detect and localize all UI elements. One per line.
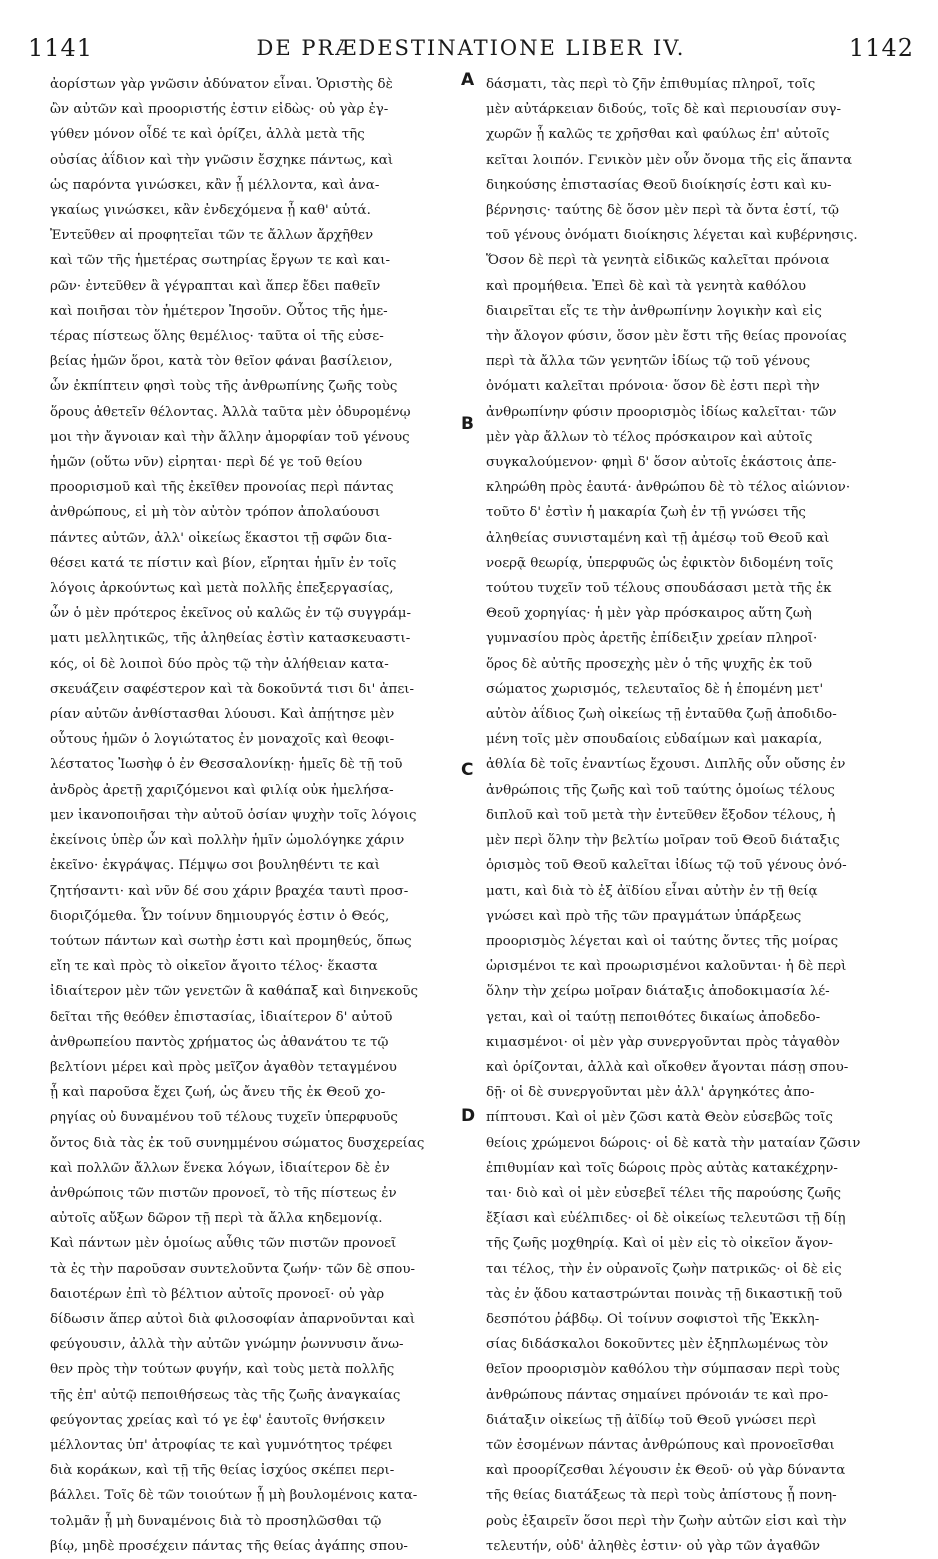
right-column-line: γεται, καὶ οἱ ταύτῃ πεποιθότες δικαίως ἀποδεδο- [486, 1009, 821, 1025]
left-column-line: διὰ κοράκων, καὶ τῇ τῆς θείας ἰσχύος σκέπει περι- [50, 1463, 395, 1479]
left-column-line: τὰ ἐς τὴν παροῦσαν συντελοῦντα ζωήν· τῶν δὲ σπου- [50, 1261, 416, 1277]
left-column-line: τολμᾶν ᾗ μὴ δυναμένοις διὰ τὸ προσηλῶσθαι τῷ [50, 1513, 382, 1529]
left-column-line: τῆς ἐπ' αὐτῷ πεποιθήσεως τὰς τῆς ζωῆς ἀναγκαίας [50, 1387, 401, 1403]
left-column-line: λόγοις ἀρκούντως καὶ μετὰ πολλῆς ἐπεξεργασίας, [50, 581, 394, 597]
left-column-line: μέλλοντας ὑπ' ἀτροφίας τε καὶ γυμνότητος τρέφει [50, 1437, 393, 1453]
right-column-line: ἔξίασι καὶ εὐέλπιδες· οἱ δὲ οἰκείως τελευτῶσι τῇ δίῃ [486, 1211, 846, 1227]
left-column [50, 72, 470, 1554]
left-column-line: ἰδιαίτερον μὲν τῶν γενετῶν ἃ καθάπαξ καὶ διηνεκοῦς [50, 984, 418, 1000]
right-column-line: περὶ τὰ ἄλλα τῶν γενητῶν ἰδίως τῷ τοῦ γένους [486, 354, 811, 370]
right-column-line: τούτου τυχεῖν τοῦ τέλους σπουδάσασι μετὰ τῆς ἐκ [486, 581, 832, 597]
right-column-line: ὅρος δὲ αὐτῆς προσεχὴς μὲν ὁ τῆς ψυχῆς ἐκ τοῦ [486, 656, 813, 672]
left-column-line: βίῳ, μηδὲ προσέχειν πάντας τῆς θείας ἀγάπης σπου- [50, 1538, 408, 1554]
left-column-line: κός, οἱ δὲ λοιποὶ δύο πρὸς τῷ τὴν ἀλήθειαν κατα- [50, 656, 389, 672]
left-column-line: δίδωσιν ἅπερ αὐτοὶ διὰ φιλοσοφίαν ἀπαρνοῦνται καὶ [50, 1311, 416, 1327]
right-column-line: ται τέλος, τὴν ἐν οὐρανοῖς ζωὴν πατρικῶς· οἱ δὲ εἰς [486, 1261, 842, 1277]
left-column-line: μοι τὴν ἄγνοιαν καὶ τὴν ἄλλην ἀμορφίαν τοῦ γένους [50, 429, 410, 445]
right-column-line: καὶ προορίζεσθαι λέγουσιν ἐκ Θεοῦ· οὐ γὰρ δύναντα [486, 1463, 846, 1479]
right-column-line: ἀνθρώπους πάντας σημαίνει πρόνοιάν τε καὶ προ- [486, 1387, 829, 1403]
left-column-line: δαιοτέρων ἐπὶ τὸ βέλτιον αὐτοῖς προνοεῖ· οὐ γὰρ [50, 1286, 385, 1302]
left-column-line: ἀνθρώποις τῶν πιστῶν προνοεῖ, τὸ τῆς πίστεως ἐν [50, 1185, 397, 1201]
right-column-line: καὶ προμήθεια. Ἐπεὶ δὲ καὶ τὰ γενητὰ καθόλου [486, 278, 807, 294]
right-column-line: ὀνόματι καλεῖται πρόνοια· ὅσον δὲ ἐστι περὶ τὴν [486, 379, 820, 395]
left-column-line: Καὶ πάντων μὲν ὁμοίως αὖθις τῶν πιστῶν προνοεῖ [50, 1236, 397, 1252]
page-number-left: 1141 [28, 34, 94, 62]
running-title: DE PRÆDESTINATIONE LIBER IV. [256, 36, 686, 60]
right-column-line: αὐτὸν ἀΐδιος ζωὴ οἰκείως τῇ ἐνταῦθα ζωῇ ἀποδιδο- [486, 707, 837, 723]
left-column-line: λέστατος Ἰωσὴφ ὁ ἐν Θεσσαλονίκῃ· ἡμεῖς δὲ τῇ τοῦ [50, 757, 403, 773]
right-column-line: μὲν αὐτάρκειαν διδούς, τοῖς δὲ καὶ περιουσίαν συγ- [486, 102, 841, 118]
right-column-line: τοῦ γένους ὀνόματι διοίκησις λέγεται καὶ κυβέρνησις. [486, 228, 858, 244]
left-column-line: ἡμῶν (οὕτω νῦν) εἰρηται· περὶ δέ γε τοῦ θείου [50, 455, 363, 471]
right-column-line: ἀνθρώποις τῆς ζωῆς καὶ τοῦ ταύτης ὁμοίως τέλους [486, 782, 835, 798]
left-column-line: προορισμοῦ καὶ τῆς ἐκεῖθεν προνοίας περὶ πάντας [50, 480, 394, 496]
section-marker-c: C [461, 760, 474, 780]
right-column-line: ὅλην τὴν χείρω μοῖραν διάταξις ἀποδοκιμασία λέ- [486, 984, 830, 1000]
left-column-line: καὶ ποιῆσαι τὸν ἡμέτερον Ἰησοῦν. Οὗτος τῆς ἡμε- [50, 303, 388, 319]
left-column-line: ἀνθρώπους, εἰ μὴ τὸν αὐτὸν τρόπον ἀπολαύουσι [50, 505, 381, 521]
right-column-line: τῶν ἐσομένων πάντας ἀνθρώπους καὶ προνοεῖσθαι [486, 1437, 835, 1453]
right-column-line: τὰς ἐν ᾅδου καταστρώνται ποινὰς τῇ δικαστικῇ τοῦ [486, 1286, 843, 1302]
right-column-line: δῇ· οἱ δὲ συνεργοῦνται μὲν ἀλλ' ἀργηκότες ἀπο- [486, 1085, 815, 1101]
right-column-line: δεσπότου ῥάβδῳ. Οἱ τοίνυν σοφιστοὶ τῆς Ἐκκλη- [486, 1311, 820, 1327]
left-column-line: καὶ τῶν τῆς ἡμετέρας σωτηρίας ἔργων τε καὶ και- [50, 253, 391, 269]
left-column-line: ᾗ καὶ παροῦσα ἔχει ζωή, ὡς ἄνευ τῆς ἐκ Θεοῦ χο- [50, 1085, 386, 1101]
right-column-line: ὡρισμένοι τε καὶ προωρισμένοι καλοῦνται· ἡ δὲ περὶ [486, 959, 847, 975]
right-column-line: ἀληθείας συνισταμένη καὶ τῇ ἀμέσῳ τοῦ Θεοῦ καὶ [486, 530, 830, 546]
right-column-line: προορισμὸς λέγεται καὶ οἱ ταύτης ὄντες τῆς μοίρας [486, 933, 839, 949]
right-column-line: χωρῶν ᾗ καλῶς τε χρῆσθαι καὶ φαύλως ἐπ' αὐτοῖς [486, 127, 830, 143]
left-column-line: δεῖται τῆς θεόθεν ἐπιστασίας, ἰδιαίτερον δ' αὐτοῦ [50, 1009, 393, 1025]
left-column-line: γύθεν μόνον οἶδέ τε καὶ ὁρίζει, ἀλλὰ μετὰ τῆς [50, 127, 365, 143]
right-column-line: σώματος χωρισμός, τελευταῖος δὲ ἡ ἑπομένη μετ' [486, 681, 824, 697]
right-column-line: τελευτήν, οὐδ' ἀληθὲς ἐστιν· οὐ γὰρ τῶν ἀγαθῶν [486, 1538, 820, 1554]
right-column-line: μὲν περὶ ὅλην τὴν βελτίω μοῖραν τοῦ Θεοῦ διάταξις [486, 833, 840, 849]
left-column-line: Ἐντεῦθεν αἱ προφητεῖαι τῶν τε ἄλλων ἄρχῆθεν [50, 228, 374, 244]
left-column-line: ὧν ὁ μὲν πρότερος ἐκεῖνος οὐ καλῶς ἐν τῷ συγγράμ- [50, 606, 412, 622]
left-column-line: τούτων πάντων καὶ σωτὴρ ἐστι καὶ προμηθεύς, ὅπως [50, 933, 412, 949]
right-column-line: Θεοῦ χορηγίας· ἡ μὲν γὰρ πρόσκαιρος αὕτη ζωὴ [486, 606, 812, 622]
left-column-line: ὧν ἐκπίπτειν φησὶ τοὺς τῆς ἀνθρωπίνης ζωῆς τοὺς [50, 379, 398, 395]
left-column-line: ἀνδρὸς ἀρετῇ χαριζόμενοι καὶ φιλίᾳ οὐκ ἠμελήσα- [50, 782, 394, 798]
left-column-line: εἴη τε καὶ πρὸς τὸ οἰκεῖον ἄγοιτο τέλος· ἕκαστα [50, 959, 378, 975]
left-column-line: ὄντος διὰ τὰς ἐκ τοῦ συνημμένου σώματος δυσχερείας [50, 1135, 425, 1151]
right-column-line: μένη τοῖς μὲν σπουδαίοις εὐδαίμων καὶ μακαρία, [486, 732, 823, 748]
right-column-line: βέρνησις· ταύτης δὲ ὅσον μὲν περὶ τὰ ὄντα ἐστί, τῷ [486, 203, 839, 219]
right-column-line: κληρώθη πρὸς ἑαυτά· ἀνθρώπου δὲ τὸ τέλος αἰώνιον· [486, 480, 851, 496]
left-column-line: βείας ἡμῶν ὅροι, κατὰ τὸν θεῖον φάναι βασίλειον, [50, 354, 393, 370]
right-column-line: θεῖον προορισμὸν καθόλου τὴν σύμπασαν περὶ τοὺς [486, 1362, 840, 1378]
left-column-line: θεν πρὸς τὴν τούτων φυγήν, καὶ τοὺς μετὰ πολλῆς [50, 1362, 395, 1378]
left-column-line: γκαίως γινώσκει, κἂν ἐνδεχόμενα ᾖ καθ' αὑτά. [50, 203, 371, 219]
right-column-line: ὁρισμὸς τοῦ Θεοῦ καλεῖται ἰδίως τῷ τοῦ γένους ὀνό- [486, 858, 847, 874]
left-column-line: φεύγοντας χρείας καὶ τό γε ἐφ' ἑαυτοῖς θνήσκειν [50, 1412, 386, 1428]
right-column-line: σίας διδάσκαλοι δοκοῦντες μὲν ἐξηπλωμένως τὸν [486, 1337, 829, 1353]
left-column-line: ἀνθρωπείου παντὸς χρήματος ὡς ἀθανάτου τε τῷ [50, 1034, 389, 1050]
right-column-line: διαιρεῖται εἴς τε τὴν ἀνθρωπίνην λογικὴν καὶ εἰς [486, 303, 822, 319]
right-column-line: συγκαλούμενον· φημὶ δ' ὅσον αὐτοῖς ἑκάστοις ἀπε- [486, 455, 837, 471]
left-column-line: ρηγίας οὐ δυναμένου τοῦ τέλους τυχεῖν ὑπερφυοῦς [50, 1110, 398, 1126]
right-column-line: διπλοῦ καὶ τοῦ μετὰ τὴν ἐντεῦθεν ἔξοδον τέλους, ἡ [486, 807, 836, 823]
left-column-line: διοριζόμεθα. Ὧν τοίνυν δημιουργός ἐστιν ὁ Θεός, [50, 908, 390, 924]
section-marker-d: D [461, 1106, 476, 1126]
right-column-line: δάσματι, τὰς περὶ τὸ ζῆν ἐπιθυμίας πληροῖ, τοῖς [486, 77, 816, 92]
right-column-line: διηκούσης ἐπιστασίας Θεοῦ διοίκησίς ἐστι καὶ κυ- [486, 177, 832, 193]
right-column-line: ροὺς ἐξαιρεῖν ὅσοι περὶ τὴν ζωὴν αὐτῶν εἰσι καὶ τὴν [486, 1513, 847, 1529]
section-marker-b: B [461, 414, 474, 434]
left-column-line: ὡς παρόντα γινώσκει, κἂν ᾖ μέλλοντα, καὶ ἀνα- [50, 177, 380, 193]
left-column-line: ὢν αὐτῶν καὶ προοριστής ἐστιν εἰδὼς· οὐ γὰρ ἐγ- [50, 102, 389, 118]
left-column-line: αὐτοῖς αὔξων δῶρον τῇ περὶ τὰ ἄλλα κηδεμονίᾳ. [50, 1211, 383, 1227]
right-column-line: νοερᾷ θεωρίᾳ, ὑπερφυῶς ὡς ἐφικτὸν διδομένη τοῖς [486, 555, 834, 571]
right-column-line: ται· διὸ καὶ οἱ μὲν εὐσεβεῖ τέλει τῆς παρούσης ζωῆς [486, 1185, 841, 1201]
right-column-line: πίπτουσι. Καὶ οἱ μὲν ζῶσι κατὰ Θεὸν εὐσεβῶς τοῖς [486, 1110, 833, 1126]
section-marker-a: A [461, 70, 475, 90]
right-column-line: διάταξιν οἰκείως τῇ ἀϊδίῳ τοῦ Θεοῦ γνώσει περὶ [486, 1412, 817, 1428]
left-column-line: μεν ἱκανοποιῆσαι τὴν αὐτοῦ ὁσίαν ψυχὴν τοῖς λόγοις [50, 807, 417, 823]
left-column-line: ρίαν αὐτῶν ἀνθίστασθαι λύουσι. Καὶ ἀπῄτησε μὲν [50, 707, 395, 723]
right-column-line: τῆς θείας διατάξεως τὰ περὶ τοὺς ἀπίστους ᾗ πονη- [486, 1488, 837, 1504]
left-column-line: ἐκείνοις ὑπὲρ ὧν καὶ πολλὴν ἡμῖν ὡμολόγηκε χάριν [50, 833, 405, 849]
left-column-line: βάλλει. Τοῖς δὲ τῶν τοιούτων ᾗ μὴ βουλομένοις κατα- [50, 1488, 418, 1504]
left-column-line: θέσει κατά τε πίστιν καὶ βίον, εἴρηται ἡμῖν ἐν τοῖς [50, 555, 397, 571]
right-column-line: ματι, καὶ διὰ τὸ ἐξ ἀϊδίου εἶναι αὐτὴν ἐν τῇ θείᾳ [486, 883, 818, 899]
page-header [28, 34, 914, 74]
left-column-line: καὶ πολλῶν ἄλλων ἕνεκα λόγων, ἰδιαίτερον δὲ ἐν [50, 1160, 390, 1176]
right-column-line: τοῦτο δ' ἐστὶν ἡ μακαρία ζωὴ ἐν τῇ γνώσει τῆς [486, 505, 806, 521]
right-column-line: Ὅσον δὲ περὶ τὰ γενητὰ εἰδικῶς καλεῖται πρόνοια [486, 253, 830, 269]
right-column-line: γνώσει καὶ πρὸ τῆς τῶν πραγμάτων ὑπάρξεως [486, 908, 802, 924]
left-column-line: πάντες αὐτῶν, ἀλλ' οἰκείως ἕκαστοι τῇ σφῶν δια- [50, 530, 392, 546]
right-column-line: τῆς ζωῆς μοχθηρίᾳ. Καὶ οἱ μὲν εἰς τὸ οἰκεῖον ἄγον- [486, 1236, 833, 1252]
left-column-line: οὐσίας ἀΐδιον καὶ τὴν γνῶσιν ἔσχηκε πάντως, καὶ [50, 152, 394, 168]
left-column-line: ἐκεῖνο· ἐκγράψας. Πέμψω σοι βουληθέντι τε καὶ [50, 858, 380, 874]
right-column [486, 72, 912, 1554]
left-column-line: τέρας πίστεως ὅλης θεμέλιος· ταῦτα οἱ τῆς εὐσε- [50, 329, 384, 345]
right-column-line: κεῖται λοιπόν. Γενικὸν μὲν οὖν ὄνομα τῆς εἰς ἅπαντα [486, 152, 853, 168]
left-column-line: φεύγουσιν, ἀλλὰ τὴν αὐτῶν γνώμην ῥωννυσιν ἄνω- [50, 1337, 404, 1353]
left-column-line: ζητήσαντι· καὶ νῦν δέ σου χάριν βραχέα ταυτὶ προσ- [50, 883, 409, 899]
right-column-line: ἐπιθυμίαν καὶ τοῖς δώροις πρὸς αὐτὰς κατακέχρην- [486, 1160, 838, 1176]
page-number-right: 1142 [848, 34, 914, 62]
right-column-line: μὲν γὰρ ἄλλων τὸ τέλος πρόσκαιρον καὶ αὐτοῖς [486, 429, 813, 445]
right-column-line: ἀνθρωπίνην φύσιν προορισμὸς ἰδίως καλεῖται· τῶν [486, 404, 837, 420]
left-column-line: οὗτους ἡμῶν ὁ λογιώτατος ἐν μοναχοῖς καὶ θεοφι- [50, 732, 395, 748]
right-column-line: κιμασμένοι· οἱ μὲν γὰρ συνεργοῦνται πρὸς τἀγαθὸν [486, 1034, 840, 1050]
right-column-line: ἀθλία δὲ τοῖς ἐναντίως ἔχουσι. Διπλῆς οὖν οὔσης ἐν [486, 757, 846, 773]
right-column-line: θείοις χρώμενοι δώροις· οἱ δὲ κατὰ τὴν ματαίαν ζῶσιν [486, 1135, 861, 1151]
right-column-line: γυμνασίου πρὸς ἀρετῆς ἐπίδειξιν χρείαν πληροῖ· [486, 631, 818, 647]
right-column-line: τὴν ἄλογον φύσιν, ὅσον μὲν ἔστι τῆς θείας προνοίας [486, 329, 847, 345]
left-column-line: ρῶν· ἐντεῦθεν ἃ γέγραπται καὶ ἅπερ ἔδει παθεῖν [50, 278, 381, 294]
left-column-line: βελτίονι μέρει καὶ πρὸς μεῖζον ἀγαθὸν τεταγμένου [50, 1059, 397, 1075]
left-column-line: ματι μελλητικῶς, τῆς ἀληθείας ἐστὶν κατασκευαστι- [50, 631, 411, 647]
left-column-line: ὅρους ἀθετεῖν θέλοντας. Ἀλλὰ ταῦτα μὲν ὀδυρομένῳ [50, 404, 411, 420]
left-column-line: σκευάζειν σαφέστερον καὶ τὰ δοκοῦντά τισι δι' ἀπει- [50, 681, 415, 697]
right-column-line: καὶ ὁρίζονται, ἀλλὰ καὶ οἴκοθεν ἄγονται πάσῃ σπου- [486, 1059, 849, 1075]
left-column-line: ἀορίστων γὰρ γνῶσιν ἀδύνατον εἶναι. Ὁριστὴς δὲ [50, 77, 393, 92]
